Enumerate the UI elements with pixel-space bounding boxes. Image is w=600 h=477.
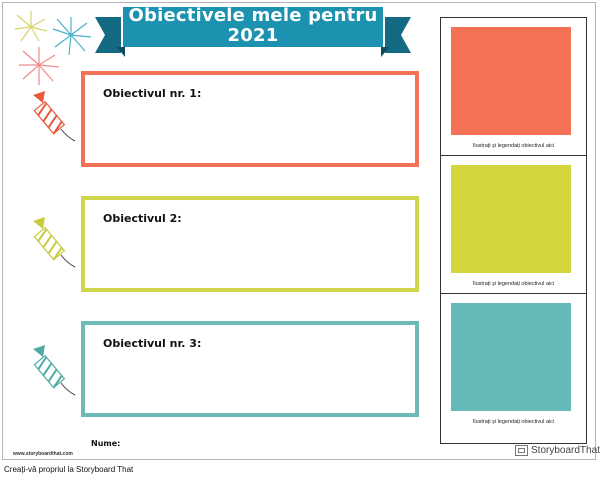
rocket-icon [29, 345, 81, 401]
title-banner [95, 3, 411, 61]
worksheet [2, 2, 600, 460]
brand-logo [515, 445, 600, 456]
rocket-icon [29, 91, 81, 147]
illustration-area[interactable] [451, 303, 571, 411]
illustration-cell-1[interactable] [441, 18, 586, 155]
illustration-area[interactable] [451, 27, 571, 135]
goal-box-1[interactable] [81, 71, 419, 167]
illustration-caption: Ilustrați și legendați obiectivul aici [472, 419, 555, 425]
illustration-caption: Ilustrați și legendați obiectivul aici [472, 281, 555, 287]
goal-label: Obiectivul 2: [103, 212, 182, 225]
goal-box-3[interactable] [81, 321, 419, 417]
page-title: Obiectivele mele pentru 2021 [128, 5, 378, 46]
footer-text: Creați-vă propriul la Storyboard That [4, 465, 134, 474]
illustration-area[interactable] [451, 165, 571, 273]
goal-label: Obiectivul nr. 1: [103, 87, 202, 100]
illustration-caption: Ilustrați și legendați obiectivul aici [472, 143, 555, 149]
goal-label: Obiectivul nr. 3: [103, 337, 202, 350]
goal-box-2[interactable] [81, 196, 419, 292]
rocket-icon [29, 217, 81, 273]
illustration-panel [440, 17, 587, 444]
name-label: Nume: [91, 439, 121, 448]
storyboard-logo-icon [515, 445, 528, 456]
brand-name: StoryboardThat [531, 445, 600, 456]
illustration-cell-2[interactable] [441, 155, 586, 293]
website-url: www.storyboardthat.com [13, 451, 73, 457]
illustration-cell-3[interactable] [441, 293, 586, 431]
